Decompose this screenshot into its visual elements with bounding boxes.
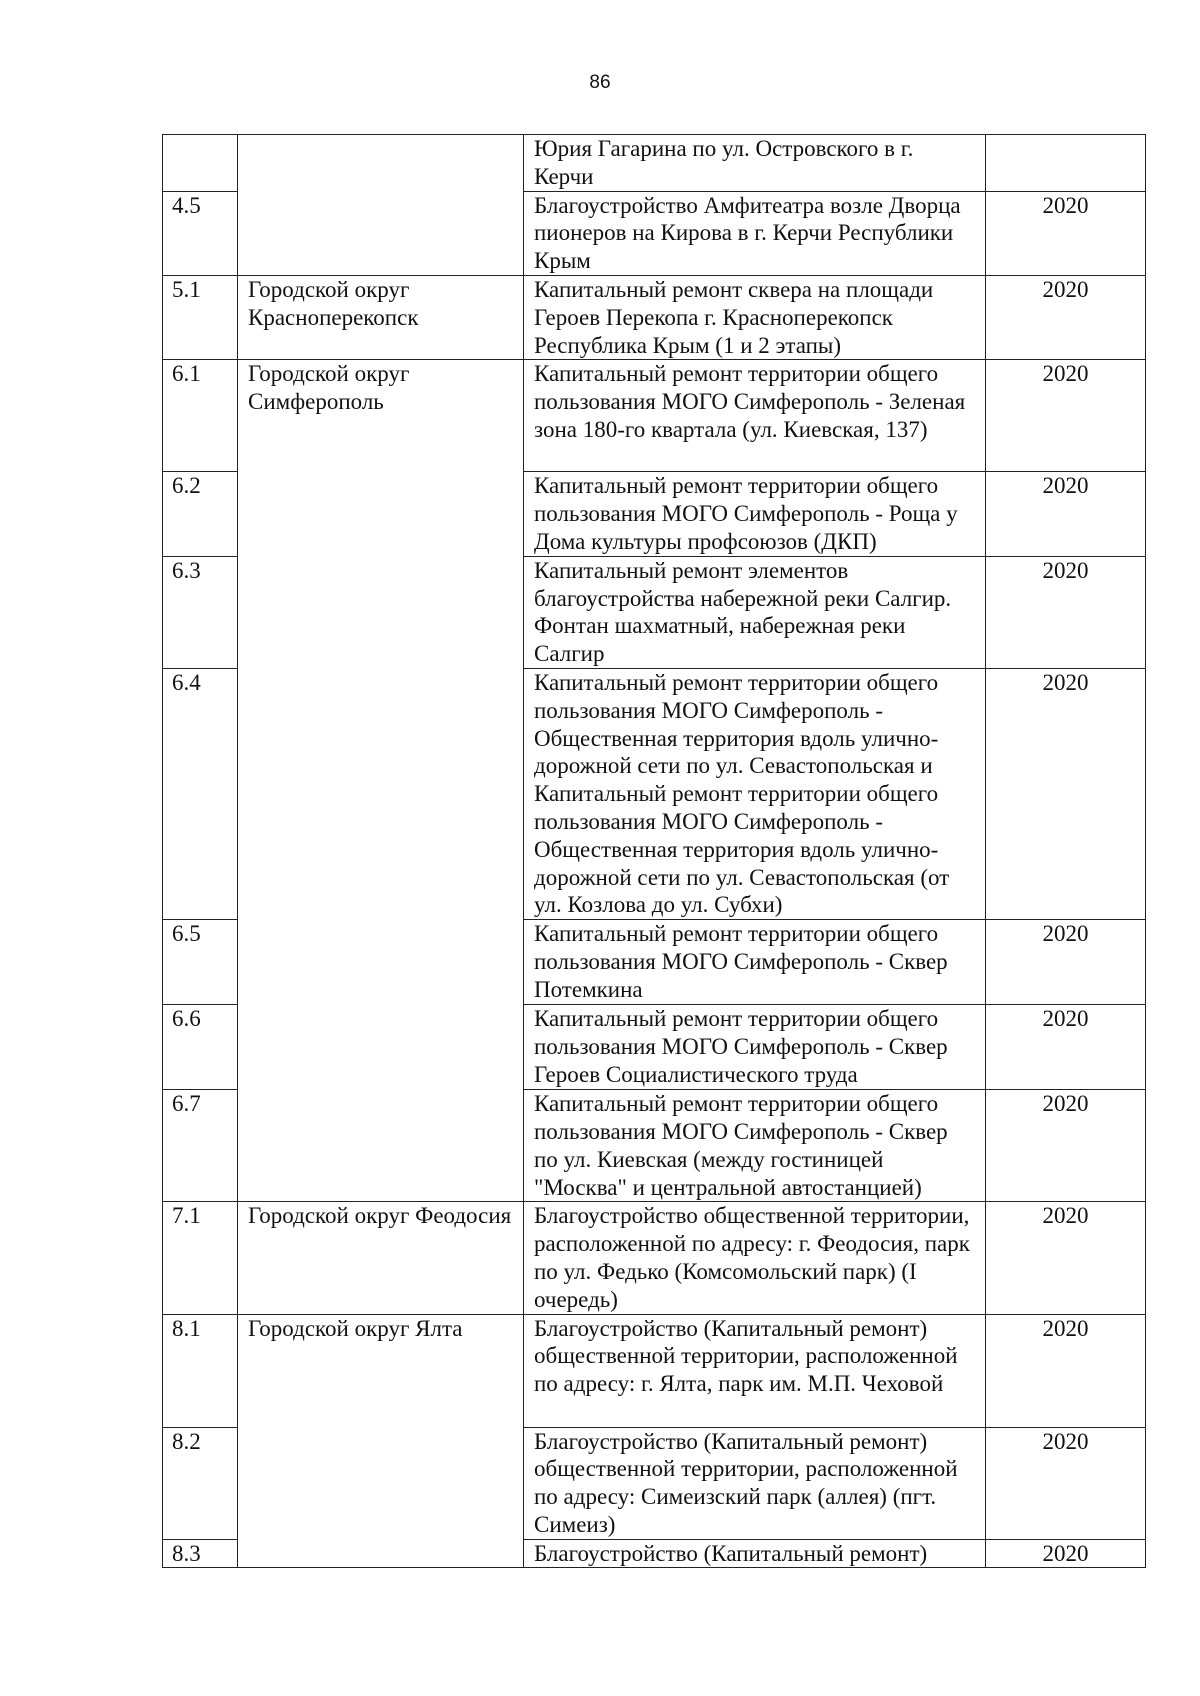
district-name: Городской округ Ялта	[238, 1314, 524, 1568]
district-name: Городской округ Феодосия	[238, 1202, 524, 1314]
project-year: 2020	[986, 556, 1146, 668]
project-year: 2020	[986, 275, 1146, 359]
project-description: Благоустройство (Капитальный ремонт)	[524, 1539, 986, 1568]
row-number: 6.4	[163, 668, 238, 919]
project-description: Капитальный ремонт территории общего пользования МОГО Симферополь - Сквер по ул. Киевская (между гостиницей "Москва" и центральной автостанцией)	[524, 1090, 986, 1202]
project-year: 2020	[986, 1314, 1146, 1427]
project-year: 2020	[986, 1539, 1146, 1568]
project-year: 2020	[986, 1427, 1146, 1539]
district-name: Городской округ Симферополь	[238, 360, 524, 1202]
project-year: 2020	[986, 472, 1146, 556]
project-year: 2020	[986, 191, 1146, 275]
project-description: Капитальный ремонт территории общего пользования МОГО Симферополь - Зеленая зона 180-го квартала (ул. Киевская, 137)	[524, 360, 986, 472]
project-description: Капитальный ремонт сквера на площади Героев Перекопа г. Красноперекопск Республика Крым (1 и 2 этапы)	[524, 275, 986, 359]
project-year: 2020	[986, 1090, 1146, 1202]
table-row	[163, 1202, 1146, 1314]
page-number: 86	[589, 72, 611, 93]
row-number: 6.3	[163, 556, 238, 668]
row-number: 6.5	[163, 920, 238, 1005]
row-number: 6.6	[163, 1005, 238, 1090]
project-description: Капитальный ремонт элементов благоустройства набережной реки Салгир. Фонтан шахматный, набережная реки Салгир	[524, 556, 986, 668]
district-name: Городской округ Красноперекопск	[238, 275, 524, 359]
project-description: Капитальный ремонт территории общего пользования МОГО Симферополь - Сквер Героев Социалистического труда	[524, 1005, 986, 1090]
project-year: 2020	[986, 1005, 1146, 1090]
project-description: Благоустройство (Капитальный ремонт) общественной территории, расположенной по адресу: г. Ялта, парк им. М.П. Чеховой	[524, 1314, 986, 1427]
row-number: 6.7	[163, 1090, 238, 1202]
project-description: Капитальный ремонт территории общего пользования МОГО Симферополь - Общественная территория вдоль улично-дорожной сети по ул. Севастопольская и Капитальный ремонт территории общего пользования МОГО Симферополь - Общественная территория вдоль улично-дорожной сети по ул. Севастопольская (от ул. Козлова до ул. Субхи)	[524, 668, 986, 919]
row-number: 6.2	[163, 472, 238, 556]
project-year: 2020	[986, 668, 1146, 919]
row-number: 6.1	[163, 360, 238, 472]
district-cell	[238, 135, 524, 276]
table-row	[163, 360, 1146, 472]
row-number: 7.1	[163, 1202, 238, 1314]
row-number: 5.1	[163, 275, 238, 359]
row-number: 8.1	[163, 1314, 238, 1427]
table-row	[163, 275, 1146, 359]
project-description: Благоустройство (Капитальный ремонт) общественной территории, расположенной по адресу: Симеизский парк (аллея) (пгт. Симеиз)	[524, 1427, 986, 1539]
row-number	[163, 135, 238, 192]
project-year	[986, 135, 1146, 192]
project-description: Капитальный ремонт территории общего пользования МОГО Симферополь - Роща у Дома культуры профсоюзов (ДКП)	[524, 472, 986, 556]
row-number: 8.3	[163, 1539, 238, 1568]
table-row	[163, 135, 1146, 192]
project-description: Юрия Гагарина по ул. Островского в г. Керчи	[524, 135, 986, 192]
row-number: 4.5	[163, 191, 238, 275]
project-year: 2020	[986, 1202, 1146, 1314]
row-number: 8.2	[163, 1427, 238, 1539]
project-description: Благоустройство Амфитеатра возле Дворца пионеров на Кирова в г. Керчи Республики Крым	[524, 191, 986, 275]
project-year: 2020	[986, 360, 1146, 472]
projects-table	[162, 134, 1146, 1568]
project-year: 2020	[986, 920, 1146, 1005]
project-description: Благоустройство общественной территории, расположенной по адресу: г. Феодосия, парк по ул. Федько (Комсомольский парк) (I очередь)	[524, 1202, 986, 1314]
table-row	[163, 1314, 1146, 1427]
project-description: Капитальный ремонт территории общего пользования МОГО Симферополь - Сквер Потемкина	[524, 920, 986, 1005]
